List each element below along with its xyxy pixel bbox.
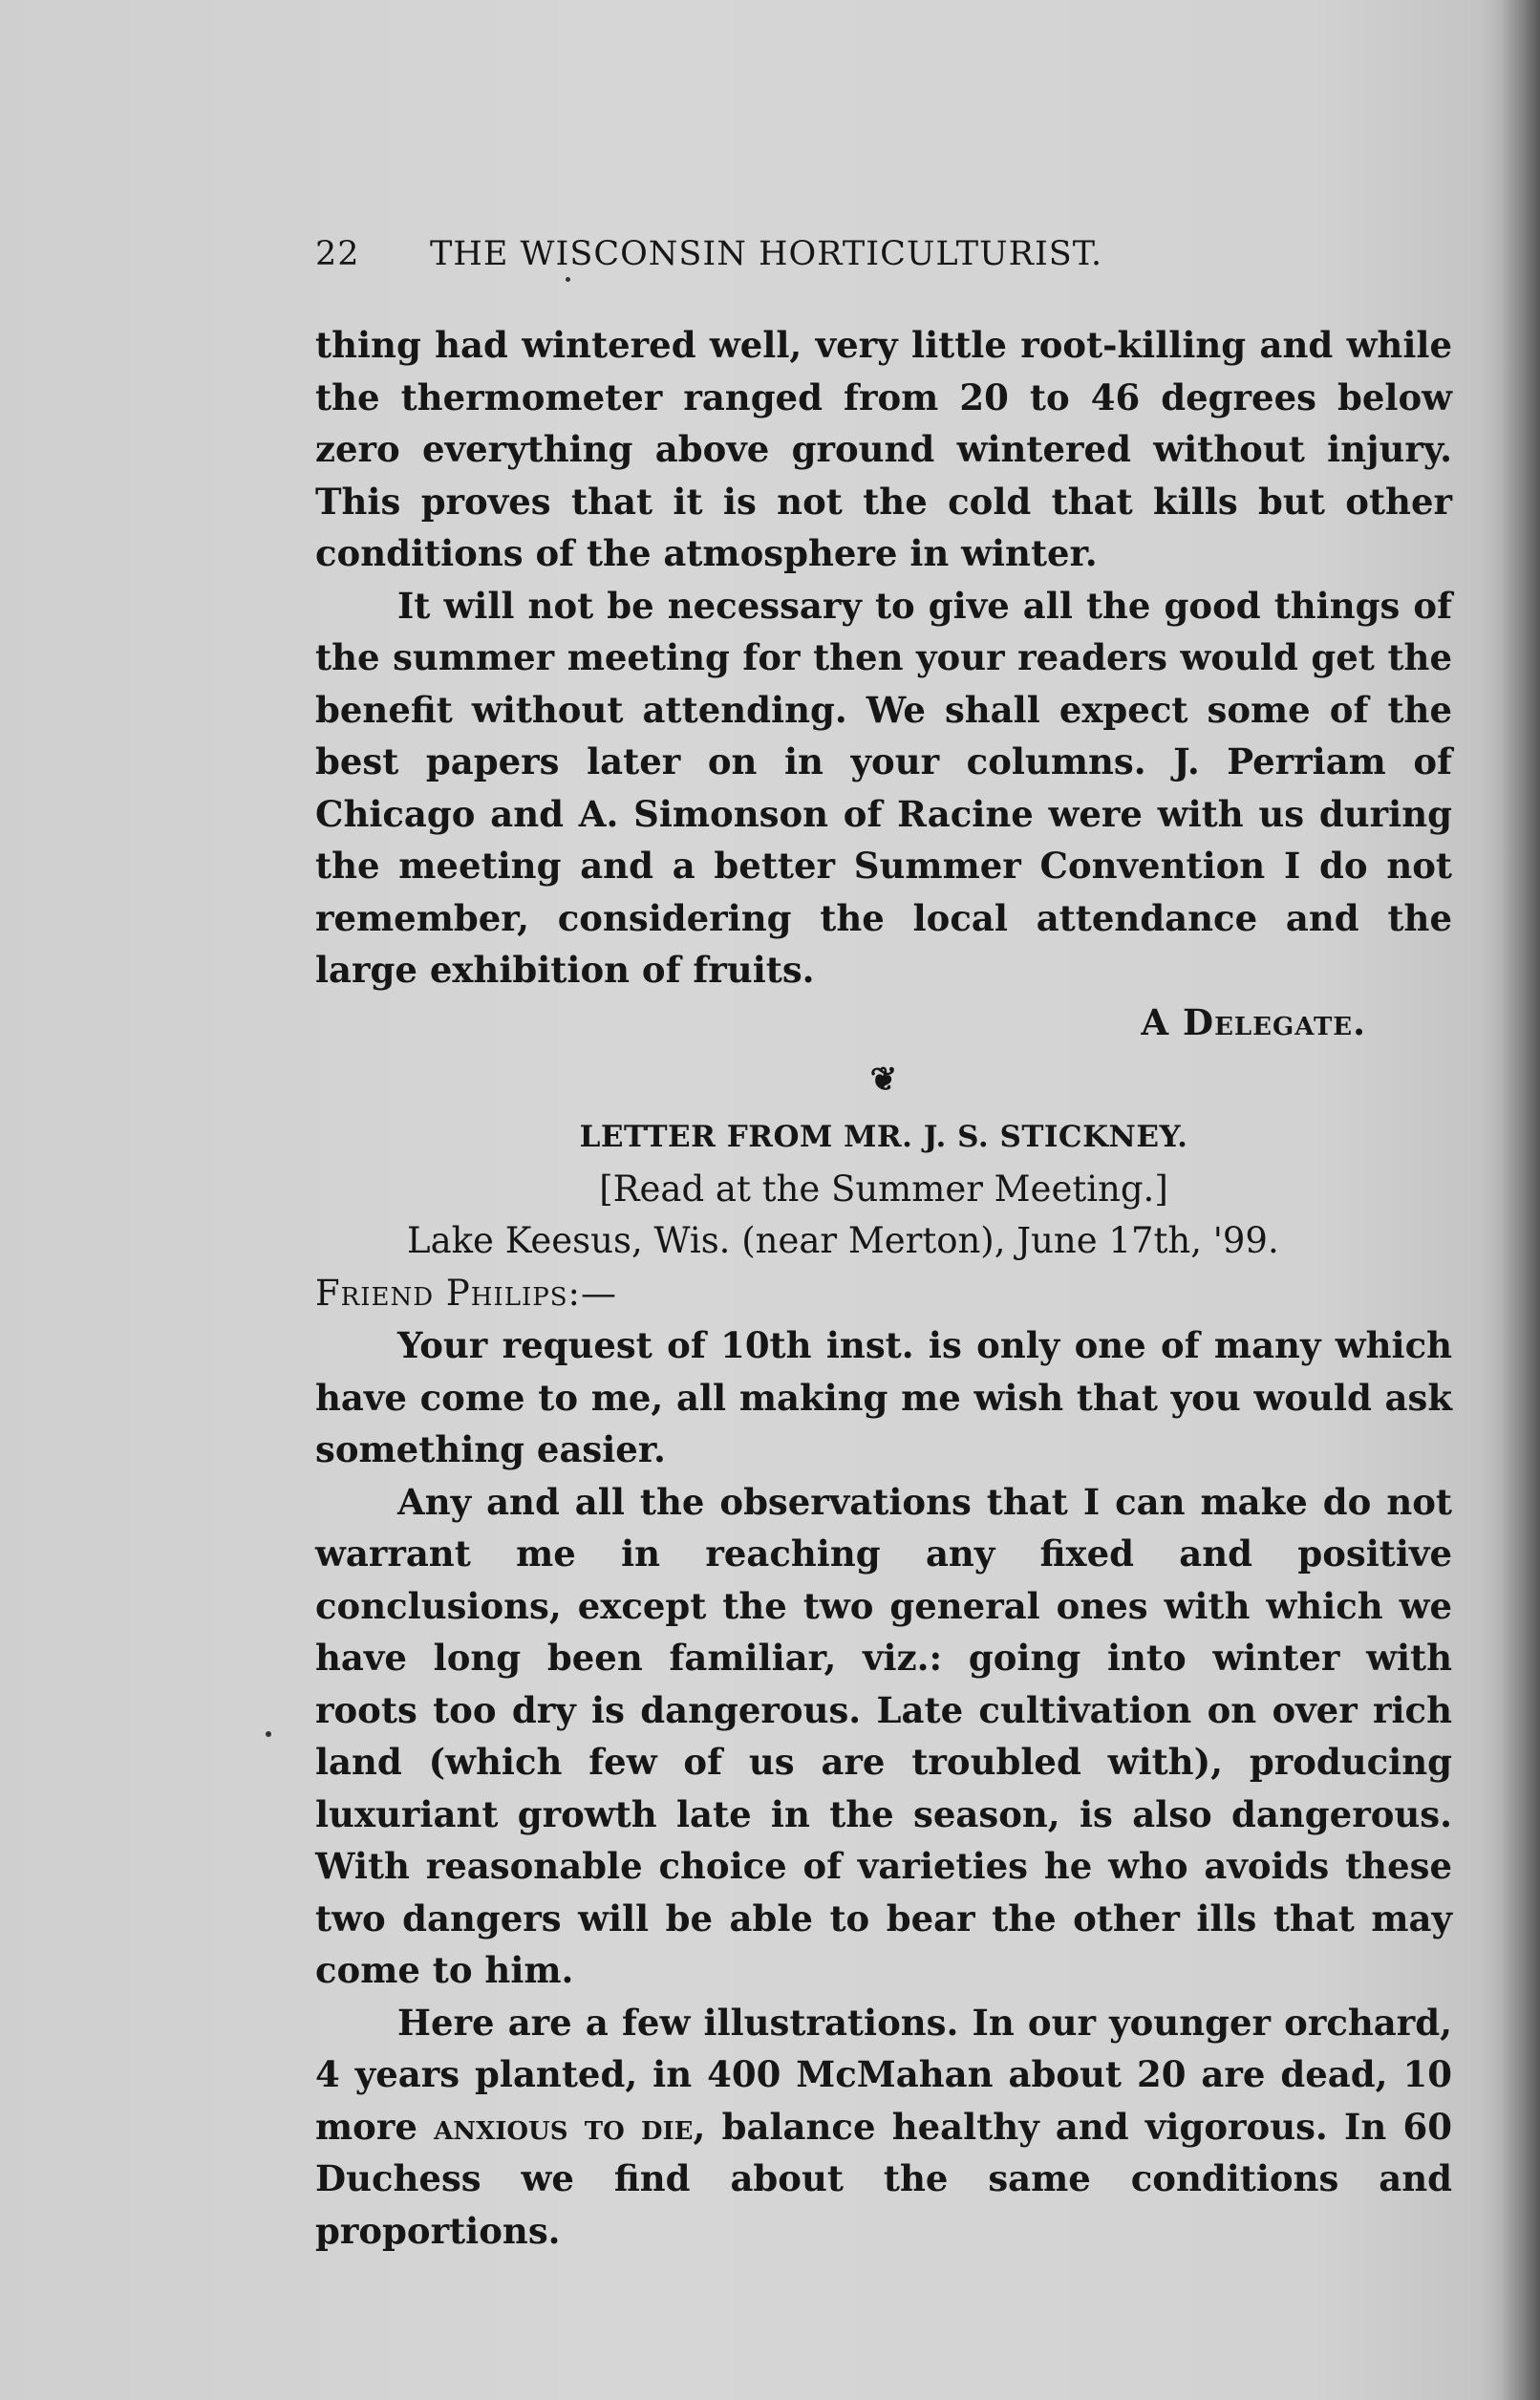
page-body xyxy=(315,319,1452,2257)
letter-title: LETTER FROM MR. J. S. STICKNEY. xyxy=(579,1120,1188,1154)
running-header xyxy=(315,235,1271,273)
paragraph-continued: thing had wintered well, very little root-killing and while the thermometer ranged from 20 to 46 degrees below zero everything above ground wintered without injury. This proves that it is not the cold that kills but other conditions of the atmosphere in winter. xyxy=(315,324,1452,574)
ink-speck xyxy=(266,1731,271,1737)
dateline: Lake Keesus, Wis. (near Merton), June 17th, '99. xyxy=(407,1220,1279,1261)
ink-speck xyxy=(566,277,570,282)
paragraph-illustrations-b: , balance healthy and vigorous. In 60 Duchess we find about the same conditions and proportions. xyxy=(315,2105,1452,2252)
running-title: THE WISCONSIN HORTICULTURIST. xyxy=(430,235,1103,273)
paragraph-illustrations xyxy=(315,1997,1452,2258)
page-edge-shadow xyxy=(1502,0,1540,2400)
salutation: Friend Philips:— xyxy=(315,1272,618,1314)
paragraph-request: Your request of 10th inst. is only one of many which have come to me, all making me wish that you would ask something easier. xyxy=(315,1324,1452,1470)
small-caps-phrase: anxious to die xyxy=(434,2105,694,2148)
paragraph-observations: Any and all the observations that I can make do not warrant me in reaching any fixed and positive conclusions, except the two general ones with which we have long been familiar, viz.: going into winter with roots too dry is dangerous. Late cultivation on over rich land (which few of us are troubled with), producing luxuriant growth late in the season, is also dangerous. With reasonable choice of varieties he who avoids these two dangers will be able to bear the other ills that may come to him. xyxy=(315,1480,1452,1991)
paragraph-illustrations-a: Here are a few illustrations. In our younger orchard, 4 years planted, in 400 McMahan about 20 are dead, 10 more xyxy=(315,2001,1452,2148)
letter-subtitle: [Read at the Summer Meeting.] xyxy=(599,1168,1168,1210)
page-number: 22 xyxy=(315,235,360,273)
signature: A Delegate. xyxy=(1141,1000,1366,1043)
paragraph-summer-meeting: It will not be necessary to give all the good things of the summer meeting for then your readers would get the benefit without attending. We shall expect some of the best papers later on in your columns. J. Perriam of Chicago and A. Simonson of Racine were with us during the meeting and a better Summer Convention I do not remember, considering the local attendance and the large exhibition of fruits. xyxy=(315,584,1452,991)
section-ornament: ❦ xyxy=(869,1061,898,1099)
